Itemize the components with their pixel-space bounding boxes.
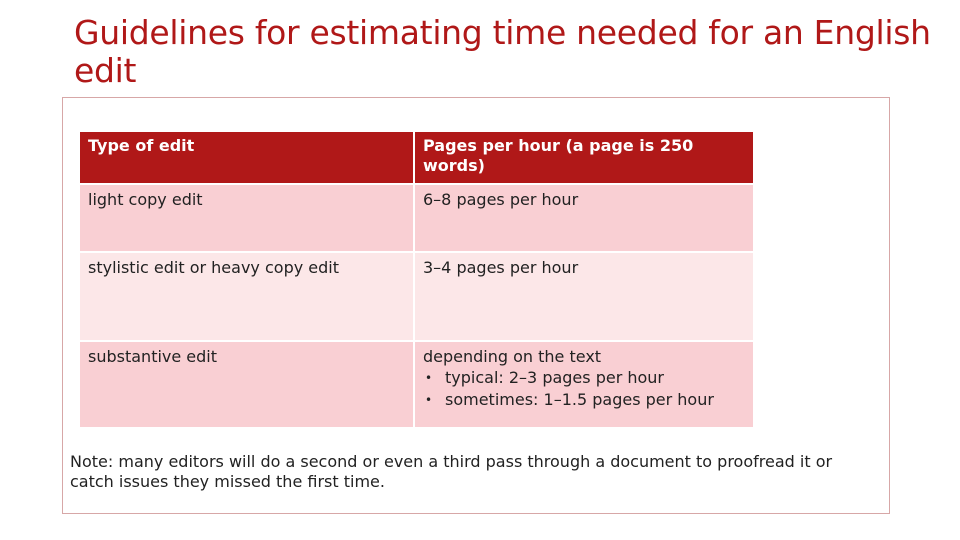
rate-bullet-list [423,367,745,411]
edit-type-cell: stylistic edit or heavy copy edit [80,251,415,340]
list-item [423,389,745,411]
bullet-text: typical: 2–3 pages per hour [445,368,665,387]
table-row [80,251,753,340]
table-header-row [80,132,753,183]
rate-cell: 6–8 pages per hour [415,183,753,251]
footnote: Note: many editors will do a second or even a third pass through a document to proofread it or catch issues they missed the first time. [70,452,833,491]
header-pages-per-hour: Pages per hour (a page is 250 words) [415,132,753,183]
table-row [80,183,753,251]
edit-type-cell: light copy edit [80,183,415,251]
bullet-icon: • [425,371,433,385]
edit-type-cell: substantive edit [80,340,415,427]
rate-cell [415,340,753,427]
rate-cell: 3–4 pages per hour [415,251,753,340]
table-row [80,340,753,427]
header-type-of-edit: Type of edit [80,132,415,183]
bullet-icon: • [425,393,433,407]
bullet-text: sometimes: 1–1.5 pages per hour [445,390,714,409]
list-item [423,367,745,389]
edit-time-table [80,132,753,427]
rate-cell-intro: depending on the text [423,347,602,366]
slide-title: Guidelines for estimating time needed for an English edit [74,13,931,90]
